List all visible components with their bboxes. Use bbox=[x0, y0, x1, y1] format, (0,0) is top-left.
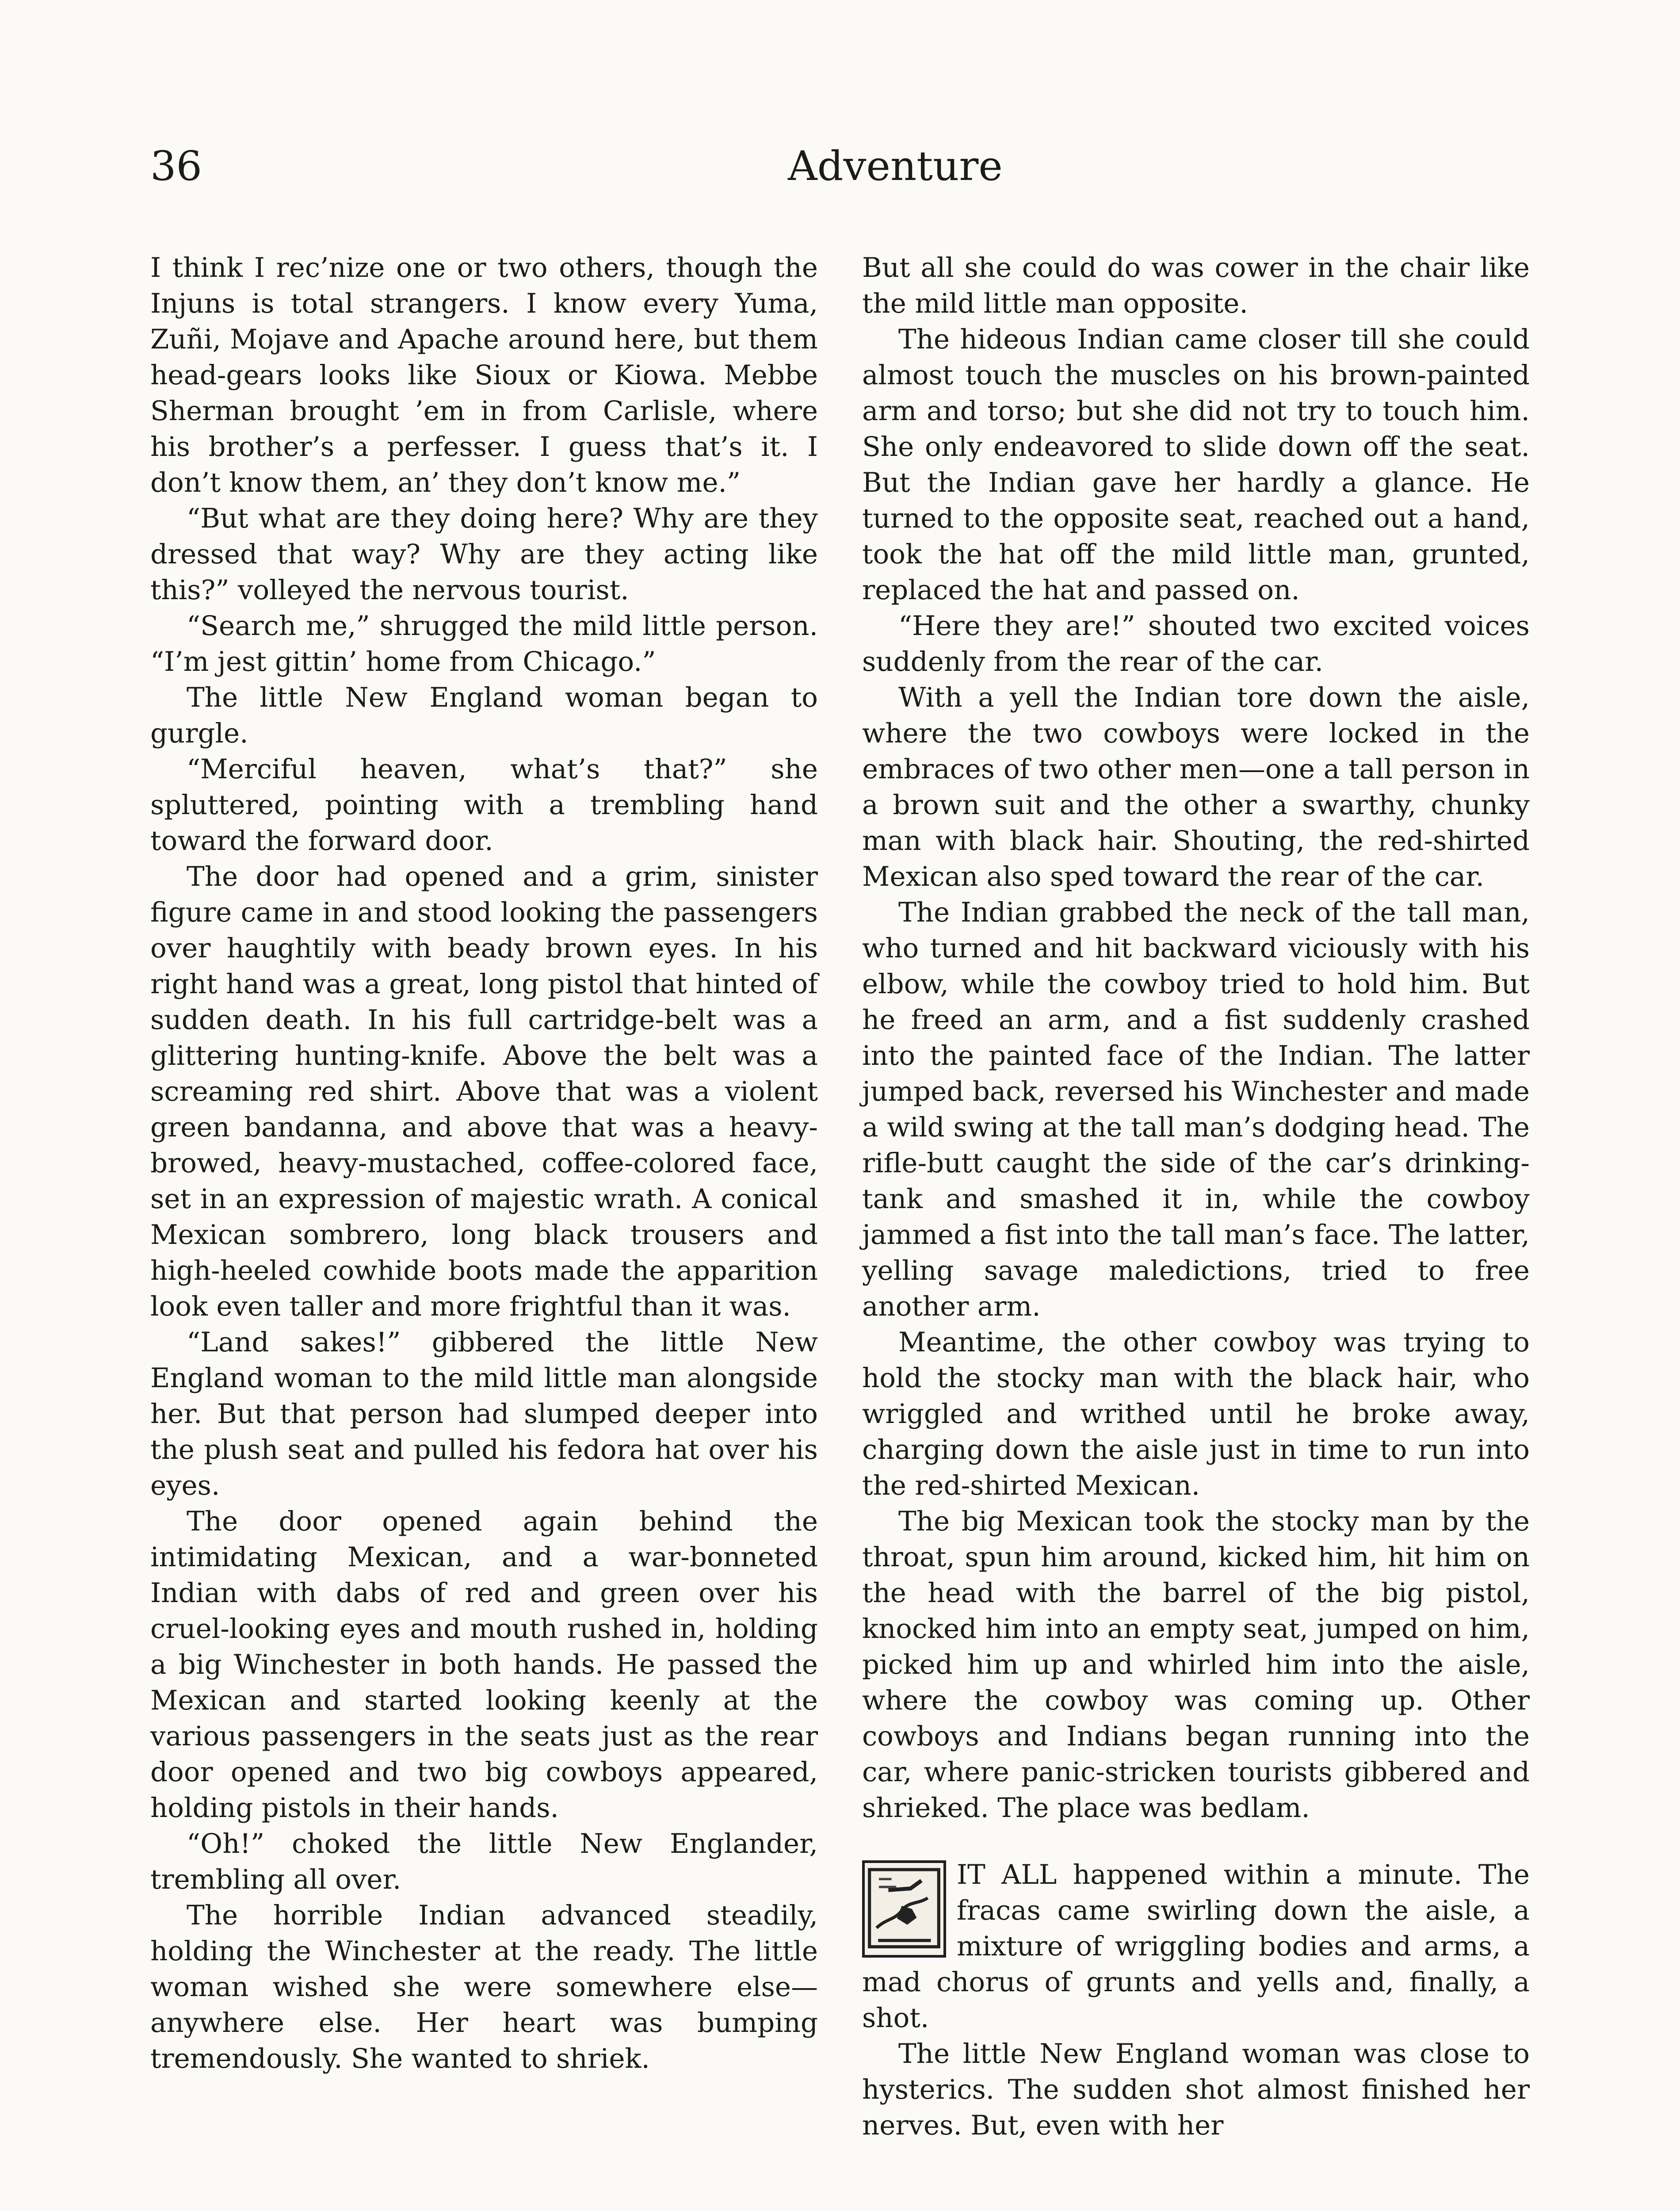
paragraph: The Indian grabbed the neck of the tall man, who turned and hit backward viciously with his elbow, while the cowboy tried to hold him. But he freed an arm, and a fist suddenly crashed into the painted face of the Indian. The latter jumped back, reversed his Winchester and made a wild swing at the tall man’s dodging head. The rifle-butt caught the side of the car’s drinking-tank and smashed it in, while the cowboy jammed a fist into the tall man’s face. The latter, yelling savage maledictions, tried to free another arm. bbox=[862, 897, 1530, 1322]
section-break bbox=[862, 1857, 1530, 2143]
paragraph: “Land sakes!” gibbered the little New England woman to the mild little man alongside her. But that person had slumped deeper into the plush seat and pulled his fedora hat over his eyes. bbox=[150, 1327, 818, 1501]
paragraph: The little New England woman was close to hysterics. The sudden shot almost finished her nerves. But, even with her bbox=[862, 2038, 1530, 2141]
right-column bbox=[862, 250, 1530, 2141]
paragraph: The door had opened and a grim, sinister figure came in and stood looking the passengers over haughtily with beady brown eyes. In his right hand was a great, long pistol that hinted of sudden death. In his full cartridge-belt was a glittering hunting-knife. Above the belt was a screaming red shirt. Above that was a violent green bandanna, and above that was a heavy-browed, heavy-mustached, coffee-colored face, set in an expression of majestic wrath. A conical Mexican sombrero, long black trousers and high-heeled cowhide boots made the apparition look even taller and more frightful than it was. bbox=[150, 861, 818, 1322]
paragraph: With a yell the Indian tore down the aisle, where the two cowboys were locked in the embraces of two other men—one a tall person in a brown suit and the other a swarthy, chunky man with black hair. Shouting, the red-shirted Mexican also sped toward the rear of the car. bbox=[862, 682, 1530, 892]
page-number: 36 bbox=[150, 142, 202, 190]
paragraph: “Oh!” choked the little New Englander, trembling all over. bbox=[150, 1828, 818, 1895]
paragraph: “Search me,” shrugged the mild little person. “I’m jest gittin’ home from Chicago.” bbox=[150, 610, 818, 677]
paragraph: The horrible Indian advanced steadily, holding the Winchester at the ready. The little woman wished she were somewhere else—anywhere else. Her heart was bumping tremendously. She wanted to shriek. bbox=[150, 1900, 818, 2074]
paragraph: I think I rec’nize one or two others, though the Injuns is total strangers. I know every Yuma, Zuñi, Mojave and Apache around here, but them head-gears looks like Sioux or Kiowa. Mebbe Sherman brought ’em in from Carlisle, where his brother’s a perfesser. I guess that’s it. I don’t know them, an’ they don’t know me.” bbox=[150, 252, 818, 498]
paragraph: The hideous Indian came closer till she could almost touch the muscles on his brown-painted arm and torso; but she did not try to touch him. She only endeavored to slide down off the seat. But the Indian gave her hardly a glance. He turned to the opposite seat, reached out a hand, took the hat off the mild little man, grunted, replaced the hat and passed on. bbox=[862, 324, 1530, 606]
paragraph: The big Mexican took the stocky man by the throat, spun him around, kicked him, hit him on the head with the barrel of the big pistol, knocked him into an empty seat, jumped on him, picked him up and whirled him into the aisle, where the cowboy was coming up. Other cowboys and Indians began running into the car, where panic-stricken tourists gibbered and shrieked. The place was bedlam. bbox=[862, 1506, 1530, 1824]
paragraph: The door opened again behind the intimidating Mexican, and a war-bonneted Indian with dabs of red and green over his cruel-looking eyes and mouth rushed in, holding a big Winchester in both hands. He passed the Mexican and started looking keenly at the various passengers in the seats just as the rear door opened and two big cowboys appeared, holding pistols in their hands. bbox=[150, 1506, 818, 1824]
paragraph: “Here they are!” shouted two excited voices suddenly from the rear of the car. bbox=[862, 610, 1530, 677]
paragraph: Meantime, the other cowboy was trying to hold the stocky man with the black hair, who wriggled and writhed until he broke away, charging down the aisle just in time to run into the red-shirted Mexican. bbox=[862, 1327, 1530, 1501]
paragraph: “But what are they doing here? Why are they dressed that way? Why are they acting like this?” volleyed the nervous tourist. bbox=[150, 503, 818, 606]
left-column bbox=[150, 250, 818, 2074]
running-head: Adventure bbox=[788, 142, 1003, 190]
paragraph: “Merciful heaven, what’s that?” she spluttered, pointing with a trembling hand toward the forward door. bbox=[150, 754, 818, 857]
paragraph: But all she could do was cower in the chair like the mild little man opposite. bbox=[862, 252, 1530, 319]
page-header bbox=[150, 142, 1530, 217]
vignette-icon bbox=[862, 1860, 946, 1958]
paragraph: IT ALL happened within a minute. The fracas came swirling down the aisle, a mixture of wriggling bodies and arms, a mad chorus of grunts and yells and, finally, a shot. bbox=[862, 1859, 1530, 2034]
paragraph: The little New England woman began to gurgle. bbox=[150, 682, 818, 749]
